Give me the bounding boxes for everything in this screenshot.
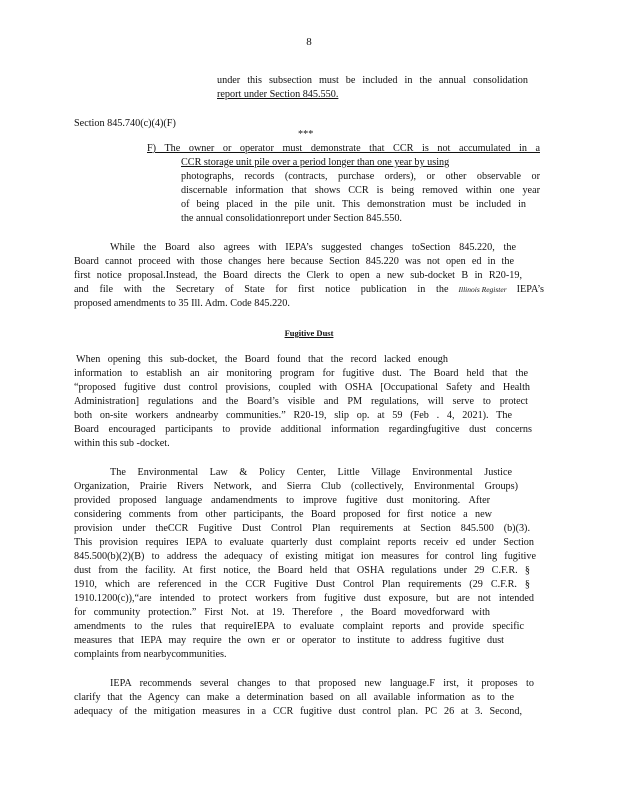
provision-line-6: the annual consolidationreport under Section 845.550. [181, 213, 402, 224]
env-para-line-12: amendments to the rules that requireIEPA to evaluate complaint reports and provide specific [74, 621, 524, 632]
top-block-line-1: under this subsection must be included in the annual consolidation [217, 75, 528, 86]
illinois-register: Illinois Register [458, 285, 507, 294]
board-para-line-4-tail: IEPA’s [516, 284, 544, 295]
env-para-line-4: considering comments from other participants, the Board proposed for first notice a new [74, 509, 492, 520]
fugitive-para-line-7: within this sub -docket. [74, 438, 170, 449]
provision-line-4: discernable information that shows CCR is being removed within one year [181, 185, 540, 196]
fugitive-para-line-6: Board encouraged participants to provide additional information regardingfugitive dust concerns [74, 424, 532, 435]
provision-line-3: photographs, records (contracts, purchase orders), or other observable or [181, 171, 540, 182]
iepa-para-line-3: adequacy of the mitigation measures in a CCR fugitive dust control plan. PC 26 at 3. Second, [74, 706, 522, 717]
fugitive-dust-heading: Fugitive Dust [284, 328, 334, 338]
fugitive-para-line-1: When opening this sub-docket, the Board found that the record lacked enough [76, 354, 448, 365]
env-para-line-10: 1910.1200(c)),“are intended to protect workers from fugitive dust exposure, but are not intended [74, 593, 534, 604]
env-para-line-14: complaints from nearbycommunities. [74, 649, 227, 660]
env-para-line-1: The Environmental Law & Policy Center, Little Village Environmental Justice [110, 467, 512, 478]
ellipsis: *** [298, 129, 314, 140]
env-para-line-7: 845.500(b)(2)(B) to address the adequacy of existing mitigat ion measures for control ling fugitive [74, 551, 536, 562]
env-para-line-13: measures that IEPA may require the own er or operator to institute to address fugitive dust [74, 635, 504, 646]
env-para-line-3: provided proposed language andamendments to improve fugitive dust monitoring. After [74, 495, 490, 506]
top-block-line-2: report under Section 845.550. [217, 89, 339, 100]
env-para-line-2: Organization, Prairie Rivers Network, and Sierra Club (collectively, Environmental Groups) [74, 481, 518, 492]
env-para-line-9: 1910, which are referenced in the CCR Fugitive Dust Control Plan requirements (29 C.F.R. § [74, 579, 530, 590]
board-para-line-2: Board cannot proceed with those changes here because Section 845.220 was not open ed in the [74, 256, 514, 267]
fugitive-para-line-4: Administration] regulations and the Board’s visible and PM regulations, will serve to protect [74, 396, 528, 407]
page-number: 8 [306, 36, 312, 48]
provision-line-2: CCR storage unit pile over a period longer than one year by using [181, 157, 450, 168]
fugitive-para-line-2: information to establish an air monitoring program for fugitive dust. The Board held that the [74, 368, 528, 379]
section-reference: Section 845.740(c)(4)(F) [74, 118, 176, 129]
provision-line-1: F) The owner or operator must demonstrate that CCR is not accumulated in a [147, 143, 540, 154]
fugitive-para-line-3: “proposed fugitive dust control provisions, coupled with OSHA [Occupational Safety and Health [74, 382, 530, 393]
fugitive-para-line-5: both on-site workers andnearby communities.” R20-19, slip op. at 59 (Feb . 4, 2021). The [74, 410, 512, 421]
provision-line-5: of being placed in the pile unit. This demonstration must be included in [181, 199, 526, 210]
board-para-line-3: first notice proposal.Instead, the Board directs the Clerk to open a new sub-docket B in R20-19, [74, 270, 522, 281]
env-para-line-8: dust from the facility. At first notice, the Board held that OSHA regulations under 29 C.F.R. § [74, 565, 530, 576]
iepa-para-line-1: IEPA recommends several changes to that proposed new language.F irst, it proposes to [110, 678, 534, 689]
iepa-para-line-2: clarify that the Agency can make a determination based on all available information as to the [74, 692, 514, 703]
board-para-line-4 [74, 283, 544, 297]
env-para-line-5: provision under theCCR Fugitive Dust Control Plan requirements at Section 845.500 (b)(3). [74, 523, 530, 534]
board-para-line-1: While the Board also agrees with IEPA’s suggested changes toSection 845.220, the [110, 242, 516, 253]
env-para-line-6: This provision requires IEPA to evaluate quarterly dust complaint reports receiv ed under Section [74, 537, 534, 548]
board-para-line-4-text: and file with the Secretary of State for first notice publication in the [74, 284, 449, 295]
board-para-line-5: proposed amendments to 35 Ill. Adm. Code 845.220. [74, 298, 290, 309]
env-para-line-11: for community protection.” First Not. at 19. Therefore , the Board movedforward with [74, 607, 490, 618]
